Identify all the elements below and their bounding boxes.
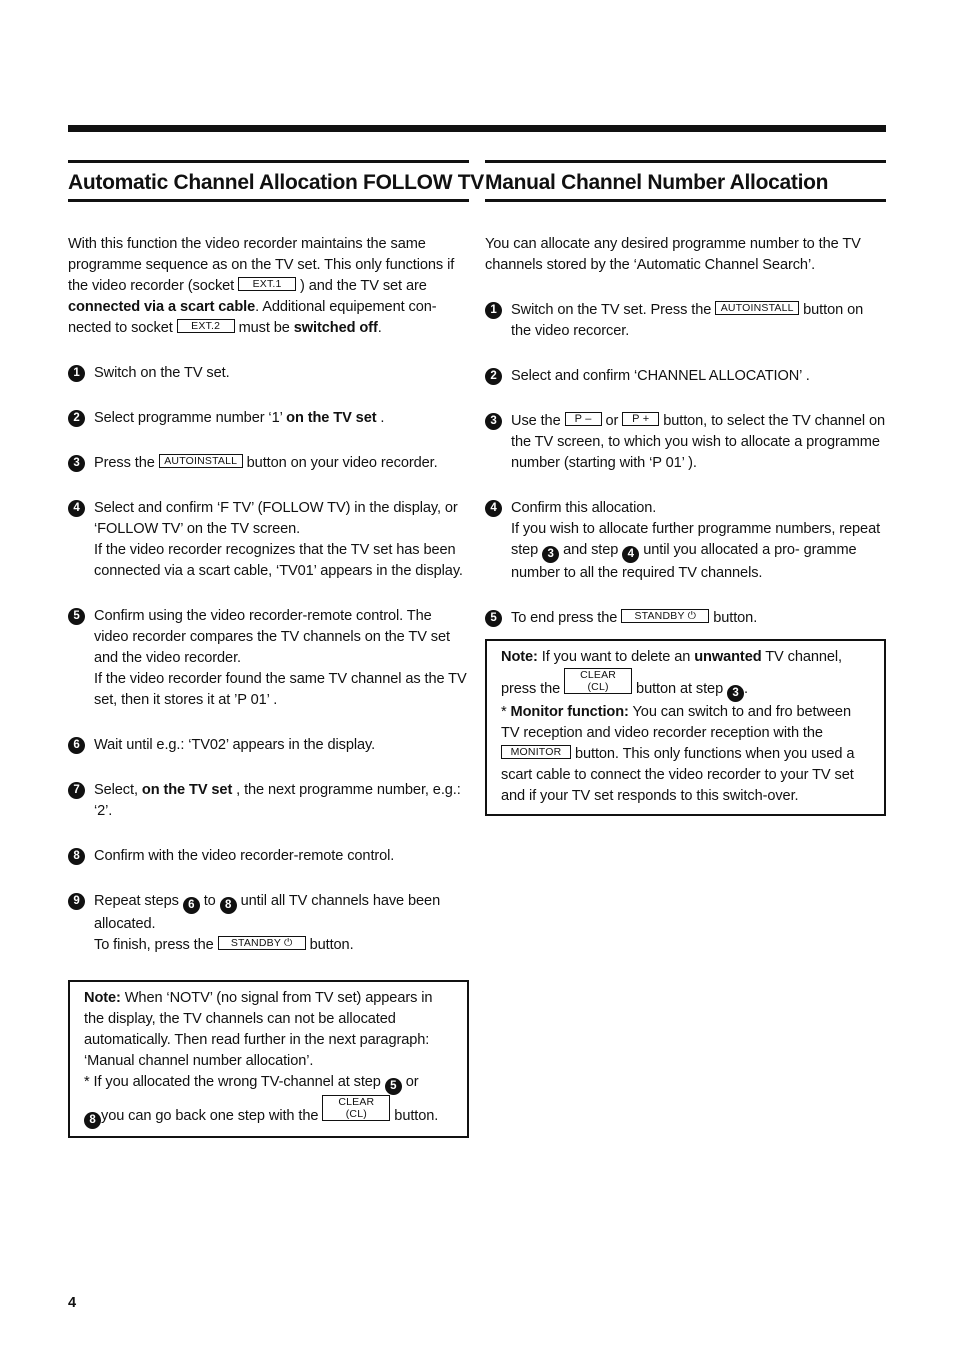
section-heading-follow-tv: Automatic Channel Allocation FOLLOW TV — [68, 171, 484, 194]
autoinstall-key: AUTOINSTALL — [159, 454, 243, 468]
ext2-key: EXT.2 — [177, 319, 235, 333]
follow-tv-step-5: 5 Confirm using the video recorder-remote control. The video recorder compares the TV channels on the TV set and the video recorder. If the video recorder found the same TV channel as the TV set, then it stores it at ’P 01’ . — [68, 606, 469, 711]
follow-tv-step-3: 3 Press the AUTOINSTALL button on your video recorder. — [68, 453, 469, 474]
left-heading-box — [68, 160, 484, 202]
step-number-badge: 5 — [485, 610, 502, 627]
manual-step-1: 1 Switch on the TV set. Press the AUTOINSTALL button on the video recorcer. — [485, 300, 886, 342]
step-number-badge: 4 — [68, 500, 85, 517]
step-number-badge: 8 — [68, 848, 85, 865]
follow-tv-note-box: Note: When ‘NOTV’ (no signal from TV set) appears in the display, the TV channels can not be allocated automatically. Then read further in the next paragraph: ‘Manual channel number allocation’. * If you allocated the wrong TV-channel at step 5 or 8 you can go back one step with the CLEAR (CL) button. — [68, 980, 469, 1138]
step-number-badge: 1 — [68, 365, 85, 382]
right-heading-box — [485, 160, 886, 202]
page-number: 4 — [68, 1295, 77, 1311]
manual-intro: You can allocate any desired programme number to the TV channels stored by the ‘Automatic Channel Search’. — [485, 236, 861, 273]
standby-key: STANDBY ⏻ — [218, 936, 306, 950]
step-number-badge: 3 — [68, 455, 85, 472]
standby-key: STANDBY ⏻ — [621, 609, 709, 623]
manual-step-4: 4 Confirm this allocation. If you wish to allocate further programme numbers, repeat step 3 and step 4 until you allocated a pro- gramme number to all the required TV channels. — [485, 498, 886, 584]
step-number-badge: 5 — [68, 608, 85, 625]
left-column — [68, 160, 484, 1138]
follow-tv-step-1: 1 Switch on the TV set. — [68, 363, 469, 384]
step-ref-badge: 8 — [220, 897, 237, 914]
ext1-key: EXT.1 — [238, 277, 296, 291]
step-ref-badge: 5 — [385, 1078, 402, 1095]
step-number-badge: 2 — [68, 410, 85, 427]
section-heading-manual: Manual Channel Number Allocation — [485, 171, 829, 194]
step-number-badge: 4 — [485, 500, 502, 517]
step-number-badge: 1 — [485, 302, 502, 319]
follow-tv-step-8: 8 Confirm with the video recorder-remote control. — [68, 846, 469, 867]
step-ref-badge: 3 — [542, 546, 559, 563]
follow-tv-intro: With this function the video recorder maintains the same programme sequence as on the TV set. This only functions if the video recorder (socket EXT.1 ) and the TV set are connected via a scart cable. Additional equipement con- nected to socket EXT.2 must be switched off. — [68, 236, 455, 336]
step-number-badge: 3 — [485, 413, 502, 430]
step-ref-badge: 4 — [622, 546, 639, 563]
clear-key: CLEAR (CL) — [322, 1095, 390, 1121]
top-rule — [68, 125, 886, 132]
step-ref-badge: 8 — [84, 1112, 101, 1129]
step-ref-badge: 3 — [727, 685, 744, 702]
step-number-badge: 9 — [68, 893, 85, 910]
monitor-key: MONITOR — [501, 745, 571, 759]
follow-tv-step-4: 4 Select and confirm ‘F TV’ (FOLLOW TV) in the display, or ‘FOLLOW TV’ on the TV screen. If the video recorder recognizes that the TV set has been connected via a scart cable, ‘TV01’ appears in the display. — [68, 498, 469, 582]
manual-step-3: 3 Use the P – or P + button, to select the TV channel on the TV screen, to which you wish to allocate a programme number (starting with ‘P 01’ ). — [485, 411, 886, 474]
right-column — [485, 160, 886, 816]
step-number-badge: 6 — [68, 737, 85, 754]
step-ref-badge: 6 — [183, 897, 200, 914]
manual-step-2: 2 Select and confirm ‘CHANNEL ALLOCATION’ . — [485, 366, 886, 387]
p-minus-key: P – — [565, 412, 602, 426]
follow-tv-step-2: 2 Select programme number ‘1’ on the TV set . — [68, 408, 469, 429]
autoinstall-key: AUTOINSTALL — [715, 301, 799, 315]
manual-step-5: 5 To end press the STANDBY ⏻ button. — [485, 608, 886, 629]
follow-tv-step-7: 7 Select, on the TV set , the next programme number, e.g.: ‘2’. — [68, 780, 469, 822]
clear-key: CLEAR (CL) — [564, 668, 632, 694]
follow-tv-step-9: 9 Repeat steps 6 to 8 until all TV channels have been allocated. To finish, press the STANDBY ⏻ button. — [68, 891, 469, 956]
step-number-badge: 7 — [68, 782, 85, 799]
manual-note-box: Note: If you want to delete an unwanted TV channel, press the CLEAR (CL) button at step 3 . * Monitor function: You can switch to and fro between TV reception and video recorder reception with the MONITOR button. This only functions when you used a scart cable to connect the video recorder to your TV set and if your TV set responds to this switch-over. — [485, 639, 886, 816]
step-number-badge: 2 — [485, 368, 502, 385]
p-plus-key: P + — [622, 412, 659, 426]
follow-tv-step-6: 6 Wait until e.g.: ‘TV02’ appears in the display. — [68, 735, 469, 756]
